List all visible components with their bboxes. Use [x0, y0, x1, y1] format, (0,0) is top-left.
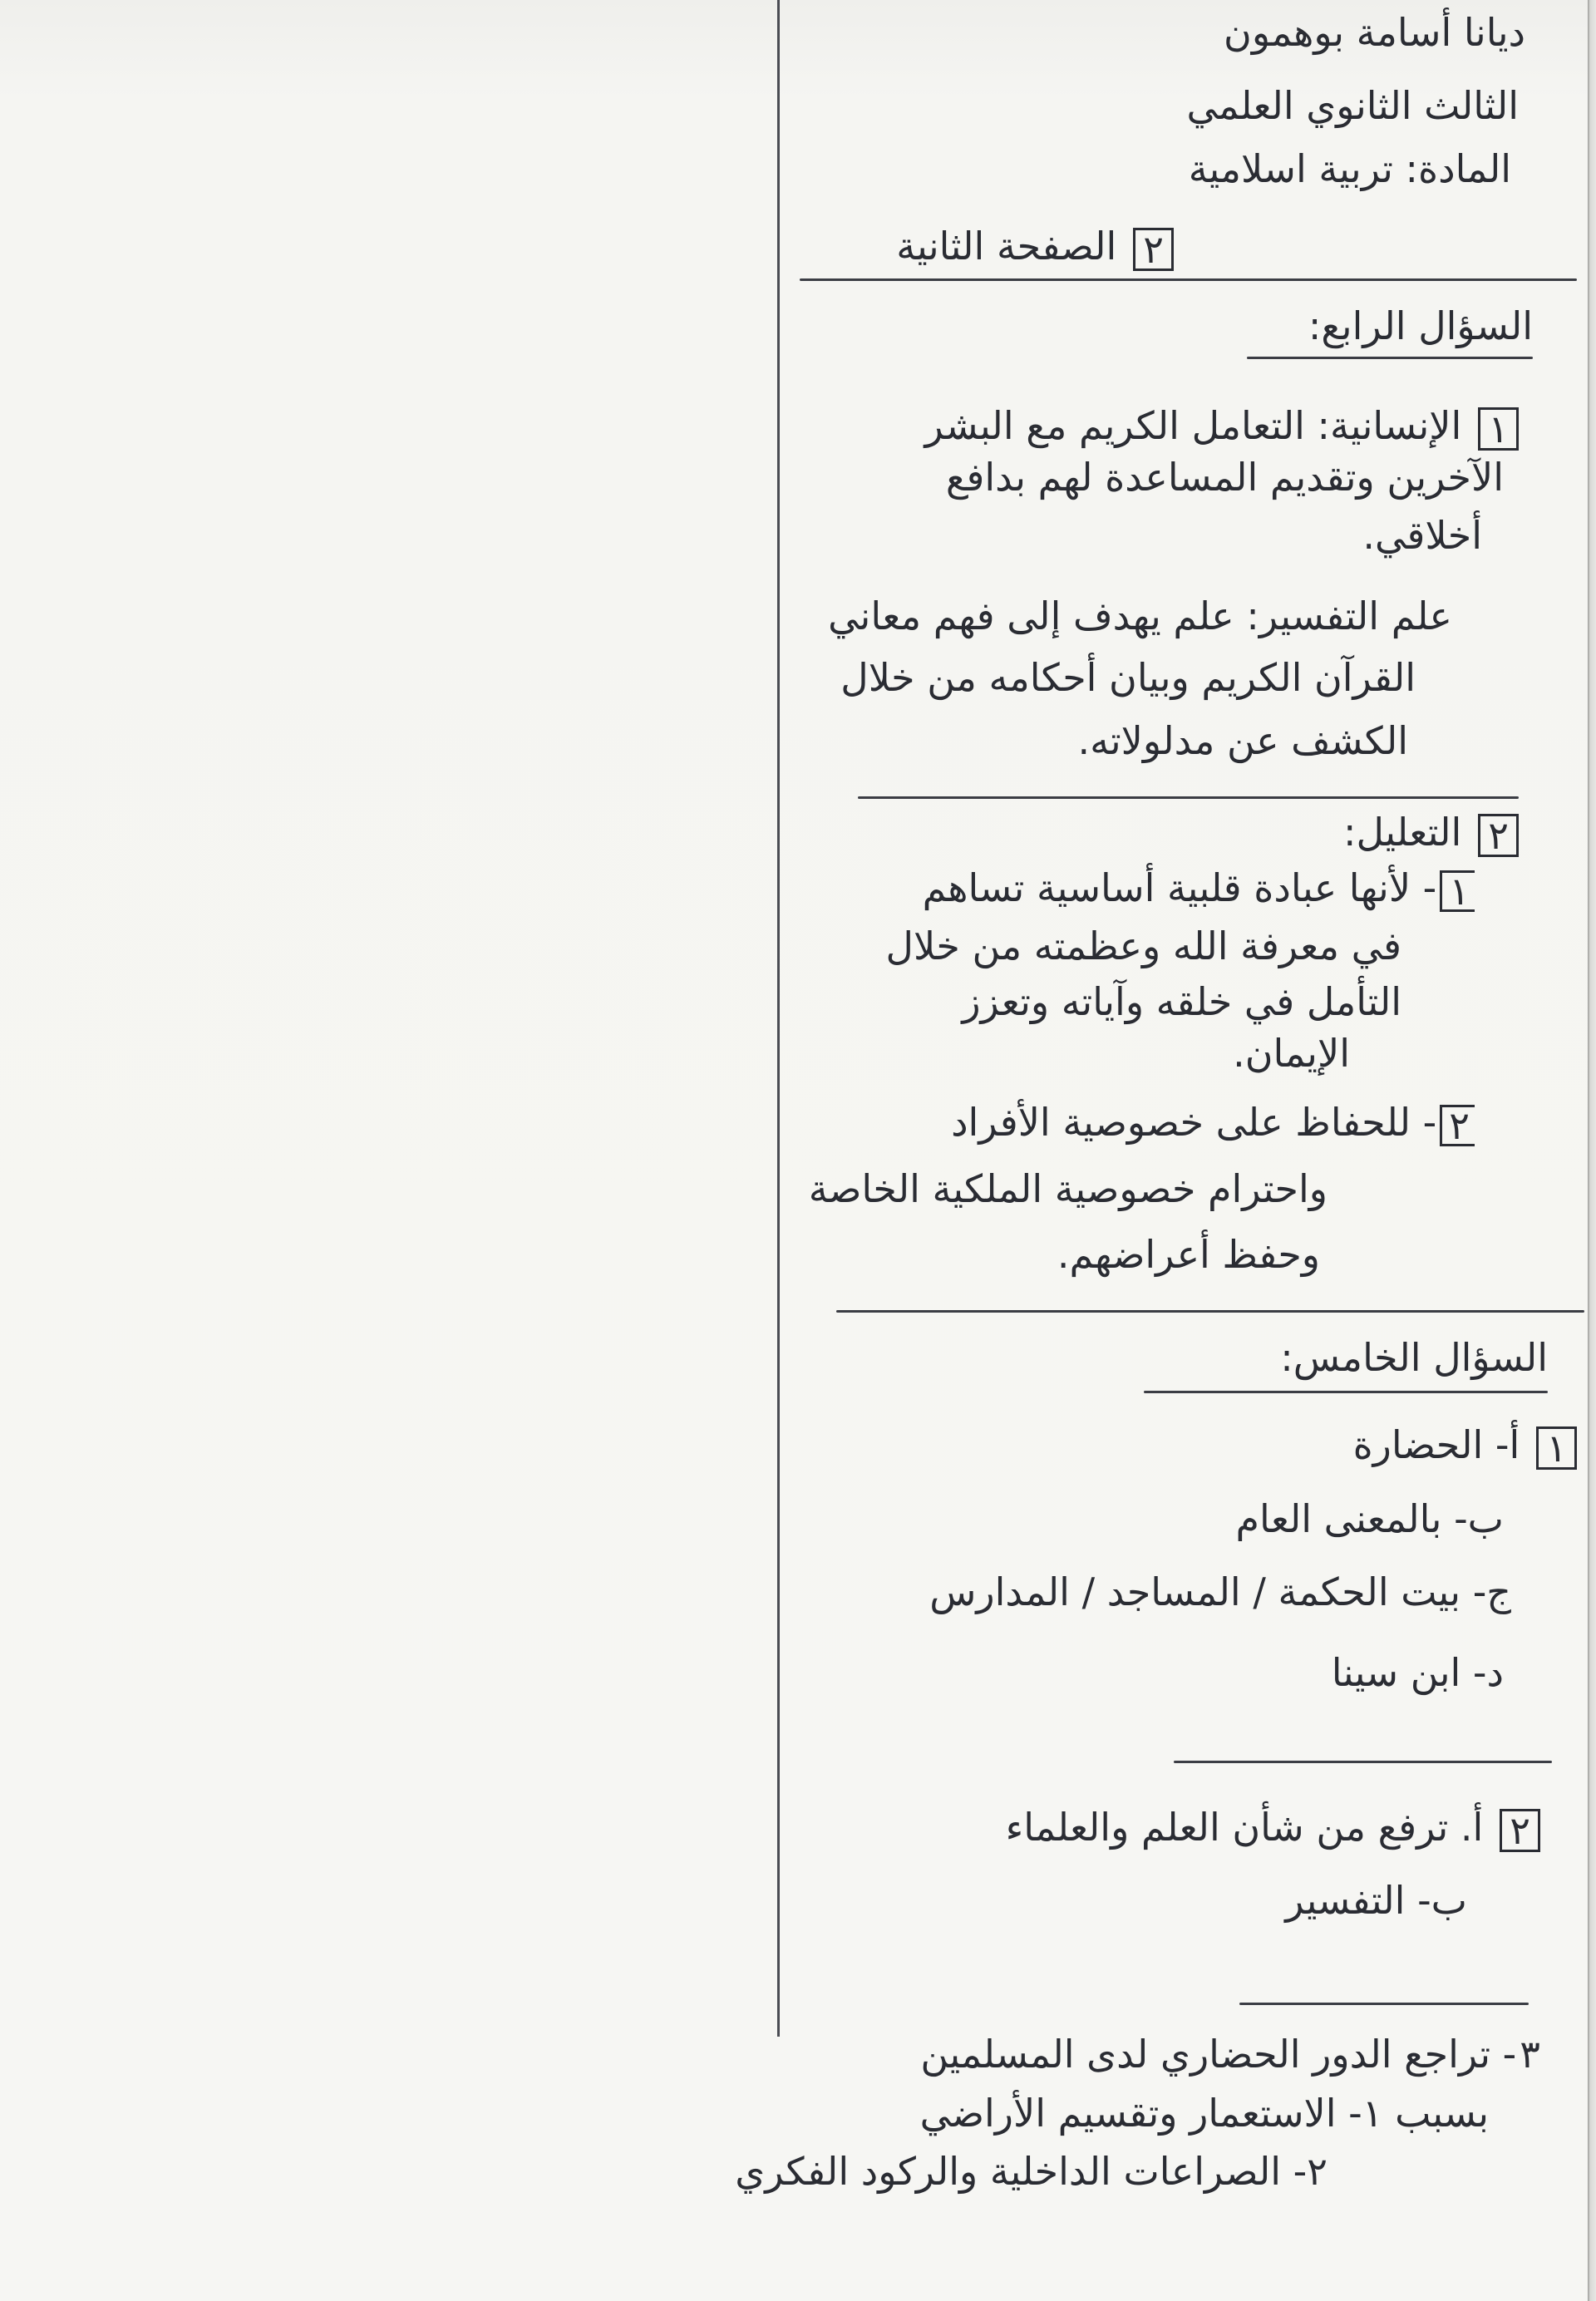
- item-number: ٣: [1520, 2032, 1540, 2077]
- question-5-underline: [1144, 1391, 1548, 1393]
- answer-text: بسبب ١- الاستعمار وتقسيم الأراضي: [919, 2091, 1489, 2136]
- reason-text: واحترام خصوصية الملكية الخاصة: [808, 1166, 1328, 1211]
- sub-item-number: ١: [1440, 870, 1475, 912]
- answer-line: [1236, 1494, 1504, 1544]
- question-5-title: [1280, 1333, 1548, 1382]
- tafsir-definition-line: [840, 653, 1416, 702]
- item-number-box: ١: [1478, 407, 1519, 451]
- page-number-box: ٢: [1133, 228, 1174, 271]
- reason-1-line: [962, 977, 1401, 1027]
- question-5-title-text: السؤال الخامس:: [1280, 1335, 1548, 1380]
- question-4-title: [1308, 301, 1533, 351]
- answer-text: ٢- الصراعات الداخلية والركود الفكري: [735, 2149, 1328, 2194]
- answer-line: [929, 1567, 1511, 1617]
- answer-line: [1006, 1802, 1540, 1852]
- reason-text: وحفظ أعراضهم.: [1057, 1232, 1320, 1277]
- definition-text: أخلاقي.: [1362, 513, 1482, 558]
- humanity-definition-line: [925, 401, 1520, 451]
- divider-line: [836, 1310, 1584, 1313]
- answer-line: [1332, 1648, 1504, 1697]
- decline-reason-line: [920, 2088, 1489, 2138]
- answer-text: د- ابن سينا: [1331, 1650, 1504, 1695]
- reason-text: في معرفة الله وعظمته من خلال: [885, 924, 1401, 968]
- definition-text: الآخرين وتقديم المساعدة لهم بدافع: [945, 455, 1504, 500]
- tafsir-definition-line: [828, 591, 1452, 641]
- reason-1-line: [886, 921, 1401, 971]
- reason-text: التأمل في خلقه وآياته وتعزز: [962, 979, 1401, 1024]
- definition-text: الكشف عن مدلولاته.: [1077, 718, 1408, 763]
- reason-text: - لأنها عبادة قلبية أساسية تساهم: [922, 865, 1437, 910]
- definition-text: علم التفسير: علم يهدف إلى فهم معاني: [828, 594, 1452, 638]
- divider-line: [858, 796, 1519, 799]
- definition-text: القرآن الكريم وبيان أحكامه من خلال: [840, 655, 1416, 700]
- subject-line: [1189, 144, 1511, 194]
- reason-1-line: [923, 863, 1475, 913]
- subject-text: المادة: تربية اسلامية: [1188, 146, 1511, 191]
- sub-item-number: ٢: [1440, 1105, 1475, 1146]
- item-number-box: ١: [1536, 1426, 1577, 1470]
- decline-reason-line: [920, 2029, 1540, 2079]
- margin-vertical-line: [777, 0, 780, 2037]
- divider-line: [1239, 2003, 1529, 2005]
- question-4-underline: [1247, 357, 1533, 359]
- humanity-definition-line: [946, 452, 1504, 502]
- reasoning-title: [1343, 807, 1519, 857]
- answer-text: أ. ترفع من شأن العلم والعلماء: [1005, 1805, 1484, 1850]
- divider-line: [800, 278, 1577, 281]
- reason-1-line: [1233, 1028, 1350, 1078]
- reason-text: - للحفاظ على خصوصية الأفراد: [951, 1100, 1437, 1145]
- answer-text: - تراجع الدور الحضاري لدى المسلمين: [920, 2032, 1517, 2077]
- item-number-box: ٢: [1478, 814, 1519, 857]
- question-4-title-text: السؤال الرابع:: [1308, 303, 1533, 348]
- reasoning-title-text: التعليل:: [1342, 810, 1462, 855]
- divider-line: [1174, 1761, 1552, 1763]
- answer-text: ب- بالمعنى العام: [1235, 1496, 1504, 1541]
- answer-text: ب- التفسير: [1285, 1878, 1467, 1923]
- decline-reason-line: [735, 2146, 1328, 2196]
- student-name-text: ديانا أسامة بوهمون: [1224, 10, 1525, 55]
- page-title: الصفحة الثانية: [896, 224, 1117, 269]
- answer-line: [1353, 1420, 1577, 1470]
- paper-edge: [1588, 0, 1596, 2301]
- grade-line: [1186, 81, 1519, 131]
- humanity-definition-line: [1362, 510, 1482, 560]
- definition-text: الإنسانية: التعامل الكريم مع البشر: [924, 403, 1462, 448]
- tafsir-definition-line: [1078, 716, 1408, 766]
- reason-2-line: [809, 1164, 1328, 1214]
- answer-text: أ- الحضارة: [1352, 1422, 1520, 1467]
- student-name: [1224, 7, 1525, 57]
- grade-text: الثالث الثانوي العلمي: [1186, 83, 1519, 128]
- item-number-box: ٢: [1500, 1809, 1540, 1852]
- reason-2-line: [1057, 1229, 1320, 1279]
- answer-text: ج- بيت الحكمة / المساجد / المدارس: [929, 1569, 1511, 1614]
- reason-text: الإيمان.: [1233, 1031, 1350, 1076]
- reason-2-line: [951, 1097, 1475, 1147]
- page-heading: [896, 221, 1174, 271]
- answer-line: [1285, 1875, 1467, 1925]
